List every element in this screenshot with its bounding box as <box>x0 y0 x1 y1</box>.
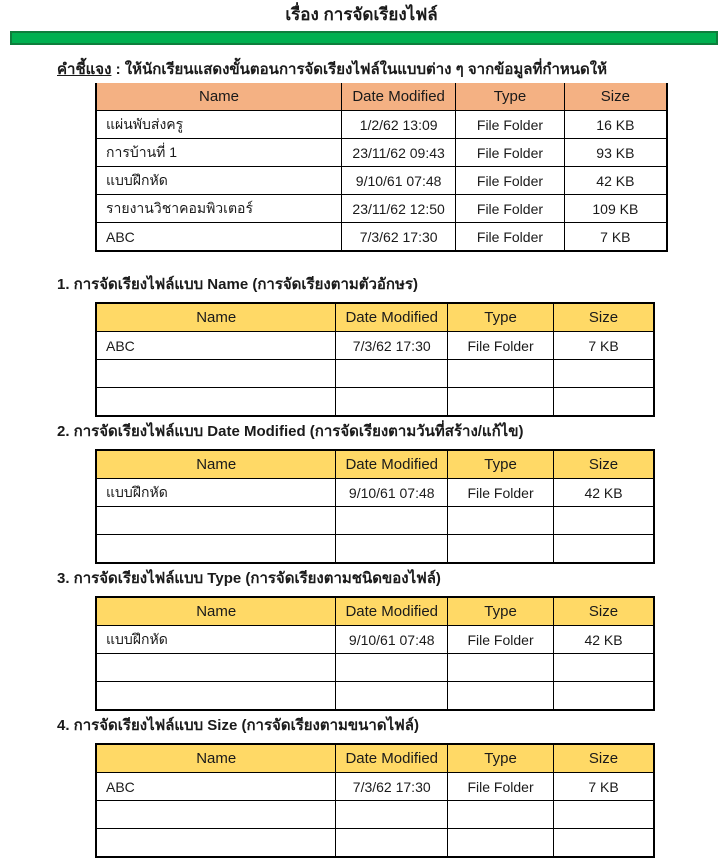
cell-size: 7 KB <box>554 773 654 801</box>
column-header-type: Type <box>448 744 554 773</box>
cell-date-modified: 9/10/61 07:48 <box>336 479 448 507</box>
cell-date-modified <box>336 654 448 682</box>
cell-size: 93 KB <box>564 139 667 167</box>
cell-name: ABC <box>96 773 336 801</box>
cell-type: File Folder <box>456 223 564 252</box>
cell-type: File Folder <box>448 773 554 801</box>
section-3-heading: 3. การจัดเรียงไฟล์แบบ Type (การจัดเรียงตามชนิดของไฟล์) <box>57 570 441 587</box>
cell-date-modified: 7/3/62 17:30 <box>336 332 448 360</box>
table-row <box>96 223 667 252</box>
cell-name: ABC <box>96 332 336 360</box>
date-sort-table <box>95 449 655 564</box>
cell-name <box>96 360 336 388</box>
cell-type: File Folder <box>448 626 554 654</box>
cell-size: 109 KB <box>564 195 667 223</box>
cell-name: ABC <box>96 223 342 252</box>
instruction-separator: : <box>111 61 125 78</box>
table-row-empty <box>96 829 654 858</box>
cell-date-modified: 23/11/62 09:43 <box>342 139 456 167</box>
table-row-empty <box>96 535 654 564</box>
cell-size <box>554 801 654 829</box>
column-header-name: Name <box>96 83 342 111</box>
table-row <box>96 139 667 167</box>
cell-size <box>554 360 654 388</box>
cell-date-modified: 9/10/61 07:48 <box>342 167 456 195</box>
cell-size <box>554 507 654 535</box>
cell-size <box>554 388 654 417</box>
table-row <box>96 332 654 360</box>
cell-date-modified <box>336 682 448 711</box>
cell-name: แบบฝึกหัด <box>96 167 342 195</box>
column-header-name: Name <box>96 303 336 332</box>
cell-type: File Folder <box>456 195 564 223</box>
cell-size: 7 KB <box>564 223 667 252</box>
cell-type: File Folder <box>456 167 564 195</box>
cell-date-modified: 9/10/61 07:48 <box>336 626 448 654</box>
cell-size: 16 KB <box>564 111 667 139</box>
column-header-date-modified: Date Modified <box>342 83 456 111</box>
table-header-row <box>96 83 667 111</box>
section-2-heading: 2. การจัดเรียงไฟล์แบบ Date Modified (การจัดเรียงตามวันที่สร้าง/แก้ไข) <box>57 423 524 440</box>
table-header-row <box>96 597 654 626</box>
cell-name <box>96 388 336 417</box>
column-header-size: Size <box>554 303 654 332</box>
instruction-line <box>57 60 723 79</box>
table-row-empty <box>96 682 654 711</box>
table-row <box>96 479 654 507</box>
cell-name: แผ่นพับส่งครู <box>96 111 342 139</box>
type-sort-table <box>95 596 655 711</box>
cell-type: File Folder <box>448 479 554 507</box>
cell-type: File Folder <box>456 139 564 167</box>
cell-date-modified <box>336 507 448 535</box>
page-title: เรื่อง การจัดเรียงไฟล์ <box>285 5 438 24</box>
cell-type: File Folder <box>448 332 554 360</box>
divider-bar <box>10 31 718 45</box>
column-header-size: Size <box>554 597 654 626</box>
main-files-table <box>95 83 668 252</box>
cell-date-modified: 1/2/62 13:09 <box>342 111 456 139</box>
table-row-empty <box>96 388 654 417</box>
cell-type <box>448 388 554 417</box>
cell-name: รายงานวิชาคอมพิวเตอร์ <box>96 195 342 223</box>
cell-size: 42 KB <box>564 167 667 195</box>
cell-type <box>448 829 554 858</box>
table-row <box>96 111 667 139</box>
cell-name <box>96 801 336 829</box>
name-sort-table <box>95 302 655 417</box>
table-row-empty <box>96 507 654 535</box>
table-row <box>96 773 654 801</box>
cell-date-modified: 7/3/62 17:30 <box>342 223 456 252</box>
table-row <box>96 195 667 223</box>
cell-size <box>554 654 654 682</box>
table-row <box>96 167 667 195</box>
column-header-size: Size <box>554 744 654 773</box>
instruction-label: คำชี้แจง <box>57 61 112 78</box>
cell-type <box>448 801 554 829</box>
cell-name: การบ้านที่ 1 <box>96 139 342 167</box>
cell-size <box>554 829 654 858</box>
column-header-name: Name <box>96 597 336 626</box>
cell-type <box>448 654 554 682</box>
column-header-date-modified: Date Modified <box>336 450 448 479</box>
column-header-type: Type <box>448 597 554 626</box>
cell-name: แบบฝึกหัด <box>96 626 336 654</box>
size-sort-table <box>95 743 655 858</box>
column-header-name: Name <box>96 450 336 479</box>
cell-date-modified <box>336 829 448 858</box>
cell-date-modified: 7/3/62 17:30 <box>336 773 448 801</box>
table-row-empty <box>96 360 654 388</box>
cell-type: File Folder <box>456 111 564 139</box>
table-row-empty <box>96 801 654 829</box>
section-4-heading: 4. การจัดเรียงไฟล์แบบ Size (การจัดเรียงตามขนาดไฟล์) <box>57 717 419 734</box>
column-header-size: Size <box>564 83 667 111</box>
column-header-name: Name <box>96 744 336 773</box>
table-row <box>96 626 654 654</box>
column-header-date-modified: Date Modified <box>336 597 448 626</box>
cell-date-modified <box>336 388 448 417</box>
cell-type <box>448 535 554 564</box>
cell-date-modified <box>336 360 448 388</box>
cell-type <box>448 360 554 388</box>
cell-name <box>96 507 336 535</box>
section-1-heading: 1. การจัดเรียงไฟล์แบบ Name (การจัดเรียงตามตัวอักษร) <box>57 276 418 293</box>
cell-size <box>554 682 654 711</box>
table-header-row <box>96 450 654 479</box>
cell-size: 42 KB <box>554 626 654 654</box>
cell-date-modified <box>336 535 448 564</box>
cell-name <box>96 654 336 682</box>
cell-type <box>448 682 554 711</box>
table-header-row <box>96 303 654 332</box>
column-header-type: Type <box>448 303 554 332</box>
column-header-date-modified: Date Modified <box>336 744 448 773</box>
cell-name <box>96 535 336 564</box>
cell-size: 7 KB <box>554 332 654 360</box>
cell-name: แบบฝึกหัด <box>96 479 336 507</box>
cell-type <box>448 507 554 535</box>
table-header-row <box>96 744 654 773</box>
column-header-size: Size <box>554 450 654 479</box>
column-header-date-modified: Date Modified <box>336 303 448 332</box>
cell-name <box>96 829 336 858</box>
column-header-type: Type <box>448 450 554 479</box>
cell-size <box>554 535 654 564</box>
cell-date-modified: 23/11/62 12:50 <box>342 195 456 223</box>
column-header-type: Type <box>456 83 564 111</box>
cell-date-modified <box>336 801 448 829</box>
table-row-empty <box>96 654 654 682</box>
cell-size: 42 KB <box>554 479 654 507</box>
instruction-text: ให้นักเรียนแสดงขั้นตอนการจัดเรียงไฟล์ในแบบต่าง ๆ จากข้อมูลที่กำหนดให้ <box>124 61 607 78</box>
cell-name <box>96 682 336 711</box>
